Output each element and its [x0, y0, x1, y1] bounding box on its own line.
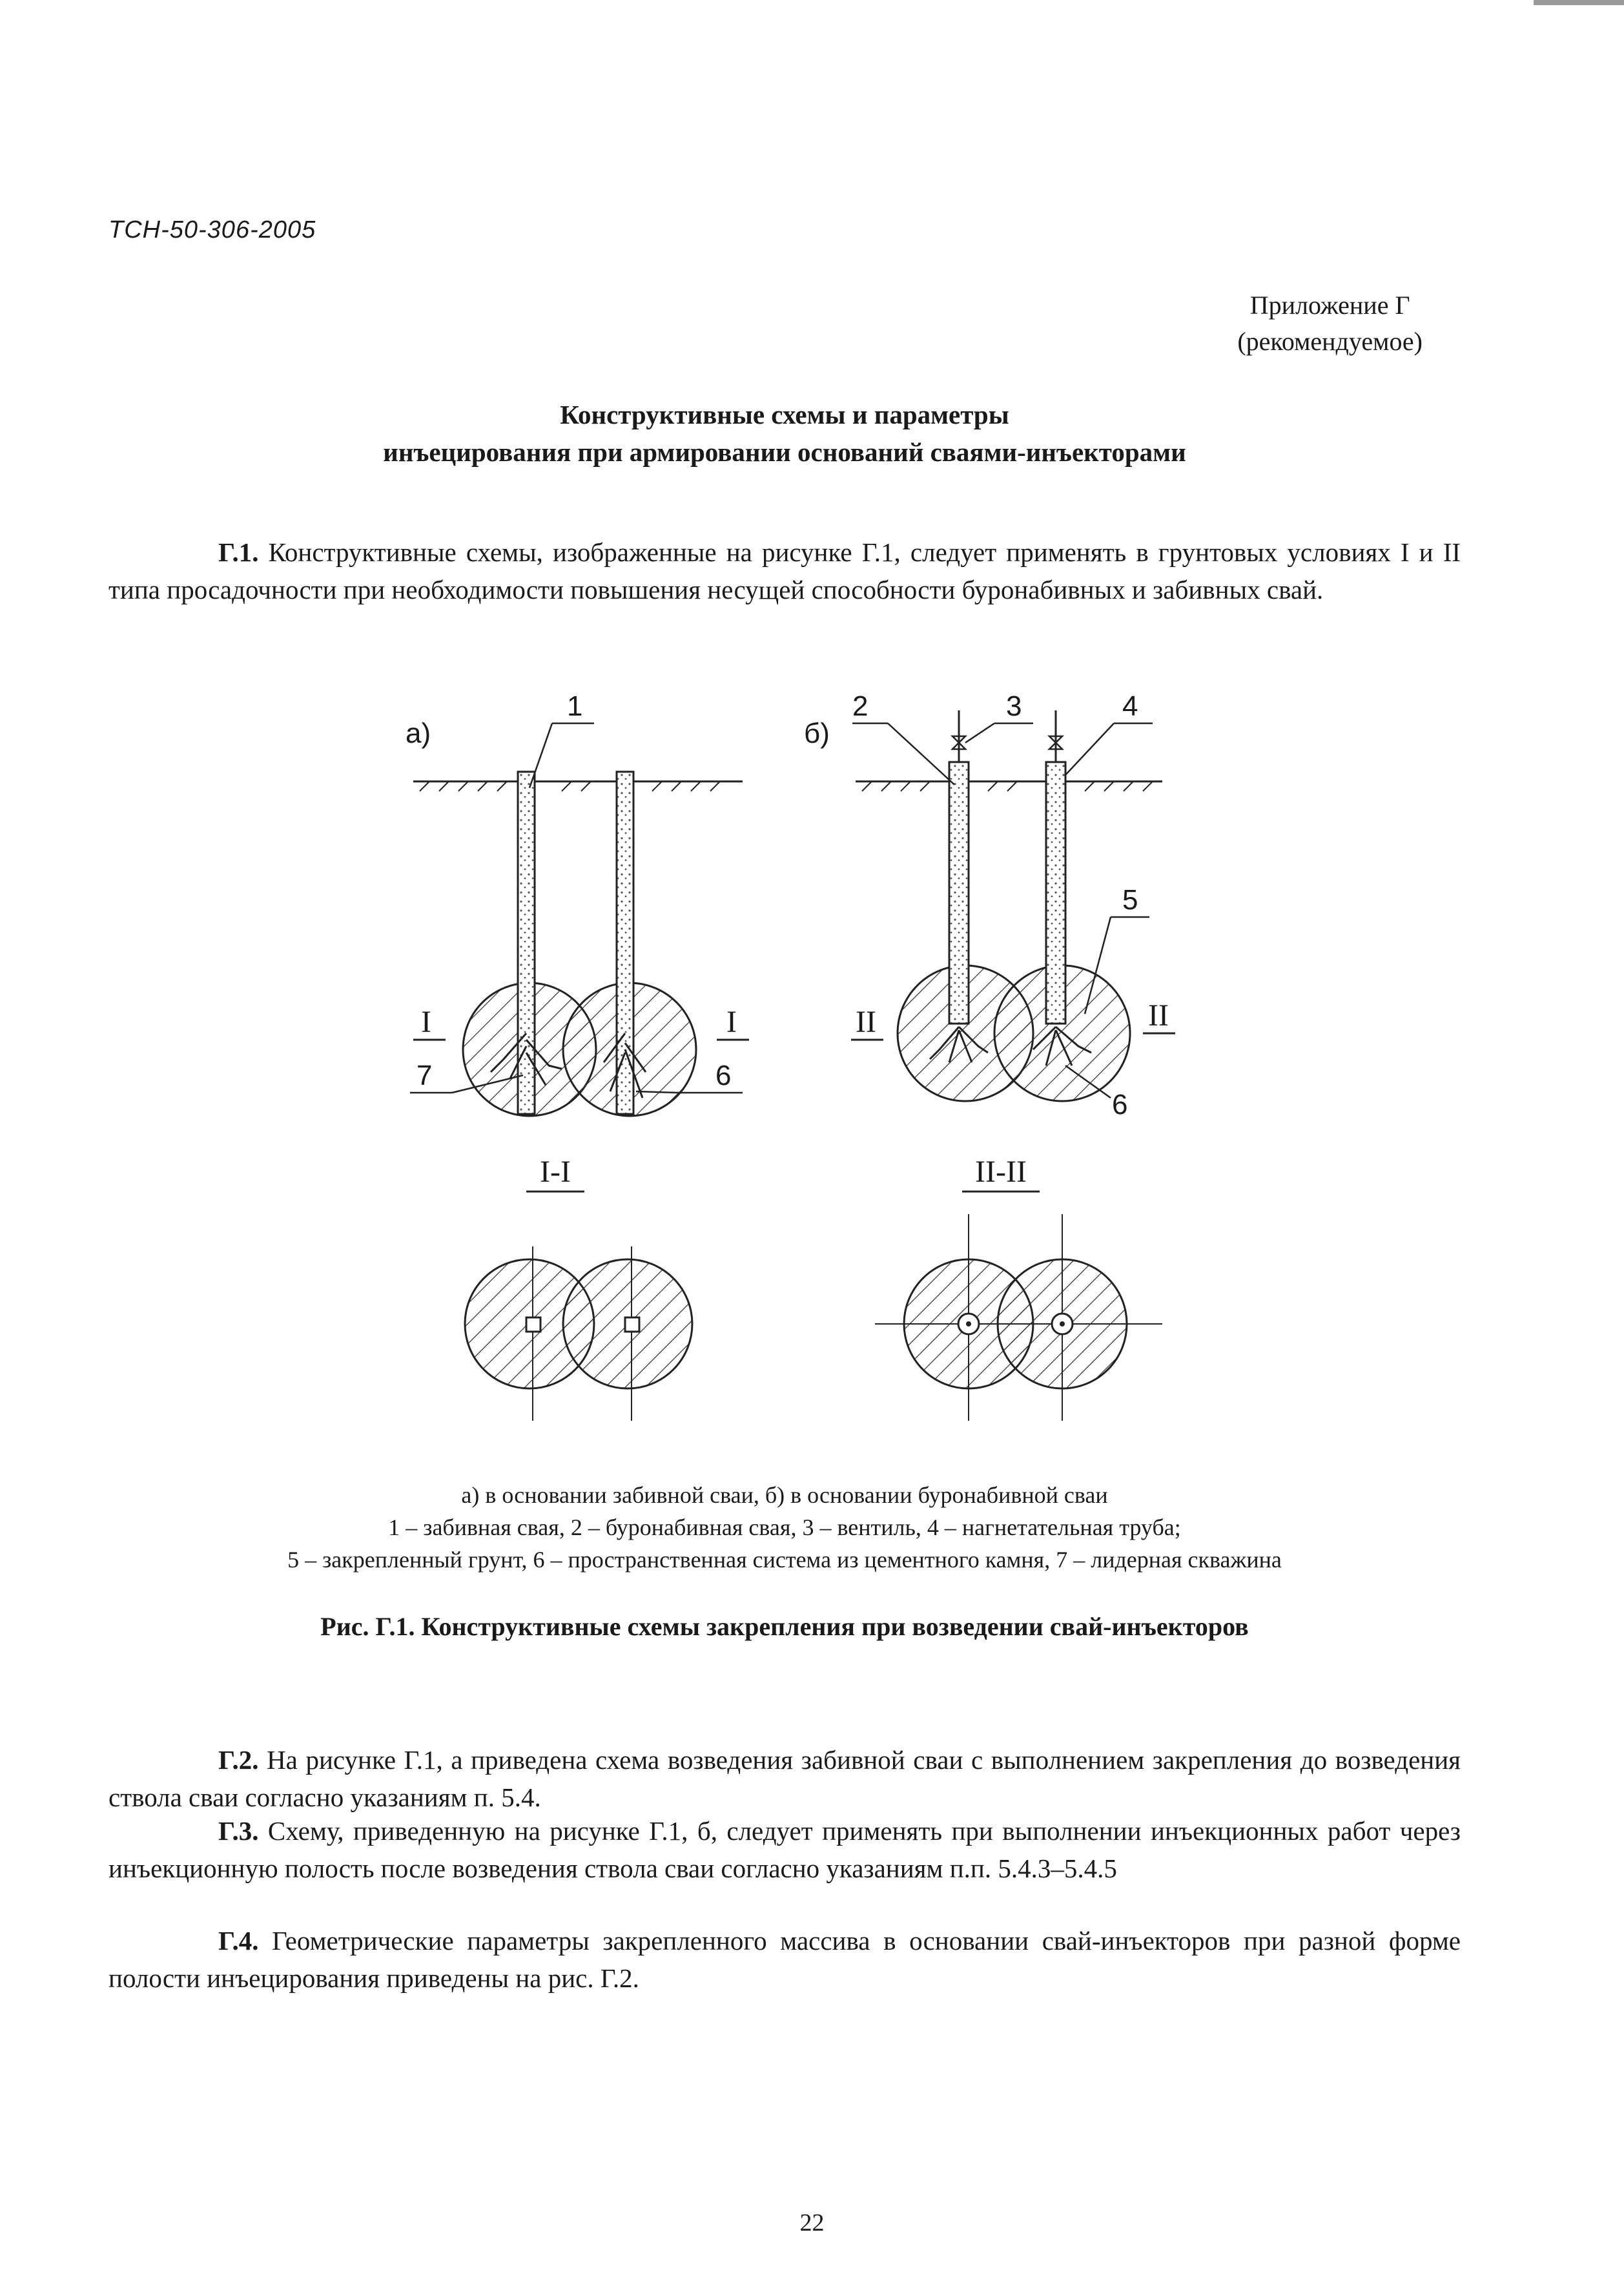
plan-pile-right-a [625, 1317, 639, 1332]
paragraph-g3 [108, 1812, 1461, 1887]
section-mark-II-right: II [1148, 998, 1169, 1033]
label-b: б) [804, 717, 830, 749]
appendix-heading [1237, 287, 1423, 360]
paragraph-number: Г.2. [218, 1745, 259, 1775]
appendix-note: (рекомендуемое) [1237, 327, 1423, 356]
page-number: 22 [799, 2209, 825, 2236]
callout-2: 2 [852, 690, 869, 722]
paragraph-g2 [108, 1741, 1461, 1816]
callout-5: 5 [1122, 884, 1138, 916]
figure-title: Рис. Г.1. Конструктивные схемы закрепления при возведении свай-инъекторов [320, 1612, 1249, 1641]
leader-2 [888, 723, 954, 785]
paragraph-g1 [108, 533, 1461, 608]
bored-pile-left [949, 762, 969, 1024]
callout-7: 7 [416, 1060, 433, 1091]
callout-1: 1 [567, 690, 583, 722]
section-mark-I-left: I [421, 1005, 431, 1039]
callout-3: 3 [1006, 690, 1022, 722]
figure-g1 [0, 646, 1624, 1485]
caption-line-2: 1 – забивная свая, 2 – буронабивная свая, 3 – вентиль, 4 – нагнетательная труба; [388, 1514, 1181, 1540]
callout-6b: 6 [1112, 1089, 1128, 1120]
figure-caption [108, 1479, 1461, 1576]
leader-4 [1065, 723, 1114, 775]
driven-pile-right [617, 772, 633, 1114]
paragraph-number: Г.4. [218, 1926, 259, 1956]
caption-line-3: 5 – закрепленный грунт, 6 – пространственная система из цементного камня, 7 – лидерная скважина [287, 1547, 1282, 1573]
section-title-I-I: I-I [540, 1155, 571, 1189]
section-title [108, 396, 1461, 471]
figure-diagram [0, 646, 1624, 1485]
plan-pile-left-a [526, 1317, 540, 1332]
appendix-title: Приложение Г [1249, 291, 1410, 320]
label-a: а) [406, 717, 431, 749]
scheme-b [804, 690, 1175, 1120]
paragraph-text: Схему, приведенную на рисунке Г.1, б, следует применять при выполнении инъекционных работ через инъекционную полость после возведения ствола сваи согласно указаниям п.п. 5.4.3–5.4.5 [108, 1816, 1461, 1883]
scheme-a [406, 690, 749, 1116]
section-mark-II-left: II [856, 1005, 876, 1039]
section-mark-I-right: I [726, 1005, 737, 1039]
section-I-I [465, 1155, 692, 1421]
ground-hatch-a [420, 781, 720, 791]
paragraph-text: Конструктивные схемы, изображенные на рисунке Г.1, следует применять в грунтовых условиях I и II типа просадочности при необходимости повышения несущей способности буронабивных и забивных свай. [108, 537, 1461, 604]
section-title-line-2: инъецирования при армировании оснований сваями-инъекторами [383, 437, 1186, 467]
caption-line-1: а) в основании забивной сваи, б) в основании буронабивной сваи [461, 1482, 1108, 1508]
document-code: ТСН-50-306-2005 [108, 216, 316, 243]
leader-1 [529, 723, 552, 788]
callout-4: 4 [1122, 690, 1138, 722]
scan-edge-mark [1534, 0, 1624, 5]
paragraph-text: Геометрические параметры закрепленного массива в основании свай-инъекторов при разной форме полости инъецирования приведены на рис. Г.2. [108, 1926, 1461, 1993]
paragraph-text: На рисунке Г.1, а приведена схема возведения забивной сваи с выполнением закрепления до возведения ствола сваи согласно указаниям п. 5.4. [108, 1745, 1461, 1812]
leader-3 [965, 723, 994, 743]
paragraph-number: Г.3. [218, 1816, 259, 1846]
callout-6a: 6 [715, 1060, 732, 1091]
ground-hatch-b [862, 781, 1153, 791]
paragraph-number: Г.1. [218, 537, 259, 567]
section-title-II-II: II-II [975, 1155, 1027, 1189]
paragraph-g4 [108, 1922, 1461, 1997]
section-title-line-1: Конструктивные схемы и параметры [560, 400, 1009, 429]
section-II-II [875, 1155, 1162, 1421]
bored-pile-right [1046, 762, 1065, 1024]
